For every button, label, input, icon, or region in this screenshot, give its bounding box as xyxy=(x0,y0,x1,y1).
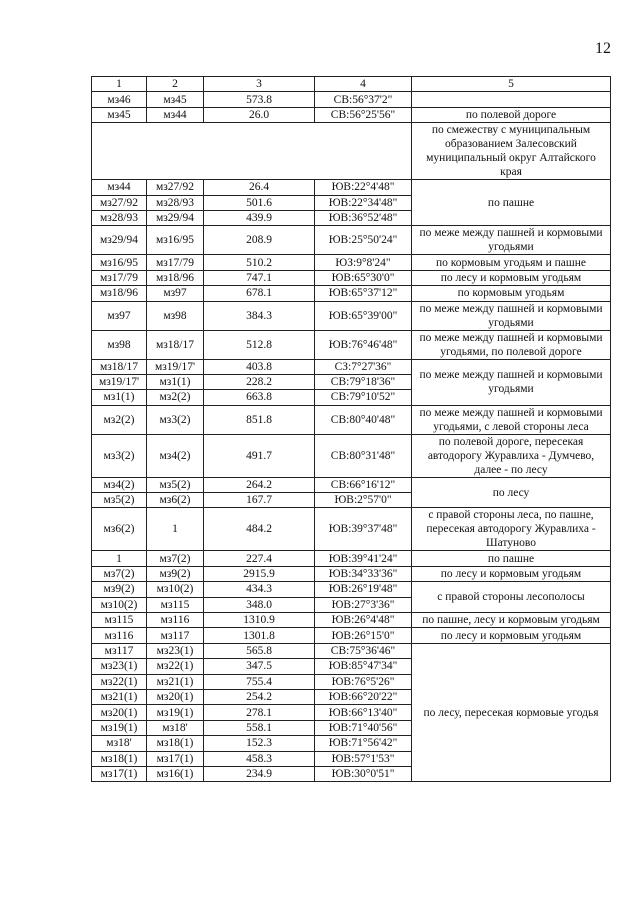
segment-description: по полевой дороге, пересекая автодорогу Журавлиха - Думчево, далее - по лесу xyxy=(412,434,611,477)
segment-description: по пашне xyxy=(412,551,611,566)
segment-length: 558.1 xyxy=(204,720,315,735)
point-from: мз117 xyxy=(92,643,147,658)
point-from: мз18(1) xyxy=(92,751,147,766)
segment-description: с правой стороны лесополосы xyxy=(412,582,611,613)
point-to: мз3(2) xyxy=(147,405,204,434)
point-from: мз29/94 xyxy=(92,226,147,255)
table-row xyxy=(92,270,611,285)
point-from: мз10(2) xyxy=(92,597,147,612)
segment-length: 510.2 xyxy=(204,255,315,270)
segment-description: по кормовым угодьям и пашне xyxy=(412,255,611,270)
point-from: мз98 xyxy=(92,330,147,359)
point-to: мз1(1) xyxy=(147,374,204,389)
point-to: мз9(2) xyxy=(147,566,204,581)
segment-direction: СВ:80°31'48" xyxy=(315,434,412,477)
point-from: мз23(1) xyxy=(92,659,147,674)
empty-cell xyxy=(92,123,412,180)
table-row xyxy=(92,107,611,122)
point-to: мз115 xyxy=(147,597,204,612)
segment-description: по лесу xyxy=(412,477,611,508)
point-from: мз3(2) xyxy=(92,434,147,477)
segment-length: 434.3 xyxy=(204,582,315,597)
point-to: мз27/92 xyxy=(147,180,204,195)
point-to: мз16(1) xyxy=(147,766,204,781)
point-to: мз7(2) xyxy=(147,551,204,566)
table-row xyxy=(92,628,611,643)
point-to: 1 xyxy=(147,508,204,551)
table-row xyxy=(92,180,611,195)
point-to: мз19(1) xyxy=(147,705,204,720)
table-row xyxy=(92,434,611,477)
segment-direction: СВ:56°37'2" xyxy=(315,92,412,107)
segment-length: 234.9 xyxy=(204,766,315,781)
table-row xyxy=(92,551,611,566)
segment-direction: ЮВ:76°5'26" xyxy=(315,674,412,689)
table-row xyxy=(92,477,611,492)
segment-length: 227.4 xyxy=(204,551,315,566)
point-from: мз4(2) xyxy=(92,477,147,492)
point-from: мз17/79 xyxy=(92,270,147,285)
segment-direction: ЮВ:71°56'42" xyxy=(315,736,412,751)
point-from: мз27/92 xyxy=(92,195,147,210)
segment-direction: ЮВ:39°37'48" xyxy=(315,508,412,551)
point-from: мз7(2) xyxy=(92,566,147,581)
segment-length: 755.4 xyxy=(204,674,315,689)
point-from: мз5(2) xyxy=(92,493,147,508)
point-from: мз28/93 xyxy=(92,210,147,225)
segment-length: 26.0 xyxy=(204,107,315,122)
table-row xyxy=(92,405,611,434)
point-to: мз17(1) xyxy=(147,751,204,766)
point-to: мз28/93 xyxy=(147,195,204,210)
segment-direction: ЮВ:65°30'0" xyxy=(315,270,412,285)
point-to: мз22(1) xyxy=(147,659,204,674)
table-row xyxy=(92,359,611,374)
segment-direction: ЮВ:57°1'53" xyxy=(315,751,412,766)
point-to: мз23(1) xyxy=(147,643,204,658)
segment-length: 152.3 xyxy=(204,736,315,751)
segment-length: 484.2 xyxy=(204,508,315,551)
point-from: мз46 xyxy=(92,92,147,107)
segment-length: 512.8 xyxy=(204,330,315,359)
segment-direction: СВ:56°25'56" xyxy=(315,107,412,122)
point-to: мз44 xyxy=(147,107,204,122)
point-from: мз116 xyxy=(92,628,147,643)
segment-direction: СВ:79°18'36" xyxy=(315,374,412,389)
segment-description: по полевой дороге xyxy=(412,107,611,122)
segment-length: 565.8 xyxy=(204,643,315,658)
segment-description: по лесу и кормовым угодьям xyxy=(412,628,611,643)
point-from: мз22(1) xyxy=(92,674,147,689)
boundary-table xyxy=(91,76,611,782)
point-from: мз115 xyxy=(92,613,147,628)
point-to: мз10(2) xyxy=(147,582,204,597)
point-to: мз5(2) xyxy=(147,477,204,492)
segment-length: 458.3 xyxy=(204,751,315,766)
segment-length: 1310.9 xyxy=(204,613,315,628)
point-from: мз44 xyxy=(92,180,147,195)
table-row xyxy=(92,566,611,581)
column-header: 2 xyxy=(147,77,204,92)
point-to: мз6(2) xyxy=(147,493,204,508)
table-row xyxy=(92,286,611,301)
segment-length: 26.4 xyxy=(204,180,315,195)
segment-description: по пашне xyxy=(412,180,611,226)
point-to: мз97 xyxy=(147,286,204,301)
column-header: 5 xyxy=(412,77,611,92)
segment-length: 167.7 xyxy=(204,493,315,508)
segment-length: 254.2 xyxy=(204,689,315,704)
segment-description: по меже между пашней и кормовыми угодьями xyxy=(412,301,611,330)
table-header-row xyxy=(92,77,611,92)
point-to: мз17/79 xyxy=(147,255,204,270)
point-to: мз45 xyxy=(147,92,204,107)
table-row xyxy=(92,330,611,359)
point-from: 1 xyxy=(92,551,147,566)
point-to: мз98 xyxy=(147,301,204,330)
table-row xyxy=(92,643,611,658)
segment-length: 348.0 xyxy=(204,597,315,612)
column-header: 4 xyxy=(315,77,412,92)
table-row xyxy=(92,92,611,107)
point-to: мз20(1) xyxy=(147,689,204,704)
segment-direction: СВ:66°16'12" xyxy=(315,477,412,492)
point-from: мз97 xyxy=(92,301,147,330)
segment-length: 347.5 xyxy=(204,659,315,674)
segment-length: 501.6 xyxy=(204,195,315,210)
segment-description: по пашне, лесу и кормовым угодьям xyxy=(412,613,611,628)
segment-direction: СЗ:7°27'36" xyxy=(315,359,412,374)
segment-description: по кормовым угодьям xyxy=(412,286,611,301)
segment-length: 264.2 xyxy=(204,477,315,492)
segment-length: 384.3 xyxy=(204,301,315,330)
segment-length: 663.8 xyxy=(204,390,315,405)
segment-description: по меже между пашней и кормовыми угодьями xyxy=(412,226,611,255)
table-row xyxy=(92,613,611,628)
segment-direction: ЮВ:85°47'34" xyxy=(315,659,412,674)
point-from: мз1(1) xyxy=(92,390,147,405)
segment-direction: СВ:75°36'46" xyxy=(315,643,412,658)
segment-length: 403.8 xyxy=(204,359,315,374)
segment-length: 439.9 xyxy=(204,210,315,225)
segment-direction: ЮВ:26°15'0" xyxy=(315,628,412,643)
segment-direction: ЮВ:36°52'48" xyxy=(315,210,412,225)
table-row xyxy=(92,582,611,597)
column-header: 3 xyxy=(204,77,315,92)
point-to: мз2(2) xyxy=(147,390,204,405)
point-from: мз20(1) xyxy=(92,705,147,720)
segment-direction: ЮВ:76°46'48" xyxy=(315,330,412,359)
point-from: мз6(2) xyxy=(92,508,147,551)
segment-description: по лесу и кормовым угодьям xyxy=(412,270,611,285)
point-to: мз18(1) xyxy=(147,736,204,751)
page-number: 12 xyxy=(595,40,611,57)
point-to: мз4(2) xyxy=(147,434,204,477)
point-from: мз17(1) xyxy=(92,766,147,781)
point-to: мз21(1) xyxy=(147,674,204,689)
table-row xyxy=(92,226,611,255)
segment-direction: ЮВ:25°50'24" xyxy=(315,226,412,255)
segment-direction: ЮВ:26°4'48" xyxy=(315,613,412,628)
segment-description: по меже между пашней и кормовыми угодьями xyxy=(412,359,611,405)
point-to: мз18/17 xyxy=(147,330,204,359)
segment-direction: ЮВ:30°0'51" xyxy=(315,766,412,781)
segment-direction: ЮВ:27°3'36" xyxy=(315,597,412,612)
point-to: мз16/95 xyxy=(147,226,204,255)
segment-length: 491.7 xyxy=(204,434,315,477)
segment-description: по меже между пашней и кормовыми угодьями, с левой стороны леса xyxy=(412,405,611,434)
segment-length: 1301.8 xyxy=(204,628,315,643)
segment-direction: ЮЗ:9°8'24" xyxy=(315,255,412,270)
segment-length: 851.8 xyxy=(204,405,315,434)
point-to: мз18' xyxy=(147,720,204,735)
point-to: мз29/94 xyxy=(147,210,204,225)
segment-description: по меже между пашней и кормовыми угодьями, по полевой дороге xyxy=(412,330,611,359)
point-to: мз19/17' xyxy=(147,359,204,374)
segment-direction: ЮВ:65°37'12" xyxy=(315,286,412,301)
segment-description xyxy=(412,92,611,107)
point-from: мз19/17' xyxy=(92,374,147,389)
point-from: мз16/95 xyxy=(92,255,147,270)
segment-length: 747.1 xyxy=(204,270,315,285)
segment-description: по лесу и кормовым угодьям xyxy=(412,566,611,581)
point-from: мз9(2) xyxy=(92,582,147,597)
segment-direction: СВ:79°10'52" xyxy=(315,390,412,405)
segment-description: по лесу, пересекая кормовые угодья xyxy=(412,643,611,782)
segment-description: по смежеству с муниципальным образованием Залесовский муниципальный округ Алтайского края xyxy=(412,123,611,180)
segment-direction: ЮВ:26°19'48" xyxy=(315,582,412,597)
segment-length: 678.1 xyxy=(204,286,315,301)
table-row xyxy=(92,255,611,270)
point-from: мз18' xyxy=(92,736,147,751)
segment-direction: ЮВ:71°40'56" xyxy=(315,720,412,735)
point-to: мз117 xyxy=(147,628,204,643)
segment-length: 208.9 xyxy=(204,226,315,255)
table-row xyxy=(92,123,611,180)
column-header: 1 xyxy=(92,77,147,92)
segment-direction: ЮВ:66°13'40" xyxy=(315,705,412,720)
point-to: мз116 xyxy=(147,613,204,628)
point-from: мз2(2) xyxy=(92,405,147,434)
segment-length: 573.8 xyxy=(204,92,315,107)
segment-direction: ЮВ:22°34'48" xyxy=(315,195,412,210)
point-from: мз21(1) xyxy=(92,689,147,704)
point-from: мз18/96 xyxy=(92,286,147,301)
segment-length: 278.1 xyxy=(204,705,315,720)
table-row xyxy=(92,508,611,551)
segment-description: с правой стороны леса, по пашне, пересекая автодорогу Журавлиха - Шатуново xyxy=(412,508,611,551)
point-from: мз18/17 xyxy=(92,359,147,374)
segment-length: 2915.9 xyxy=(204,566,315,581)
segment-direction: ЮВ:34°33'36" xyxy=(315,566,412,581)
segment-length: 228.2 xyxy=(204,374,315,389)
segment-direction: ЮВ:22°4'48" xyxy=(315,180,412,195)
segment-direction: ЮВ:2°57'0" xyxy=(315,493,412,508)
point-from: мз19(1) xyxy=(92,720,147,735)
point-to: мз18/96 xyxy=(147,270,204,285)
segment-direction: ЮВ:65°39'00" xyxy=(315,301,412,330)
segment-direction: СВ:80°40'48" xyxy=(315,405,412,434)
segment-direction: ЮВ:39°41'24" xyxy=(315,551,412,566)
point-from: мз45 xyxy=(92,107,147,122)
table-row xyxy=(92,301,611,330)
segment-direction: ЮВ:66°20'22" xyxy=(315,689,412,704)
